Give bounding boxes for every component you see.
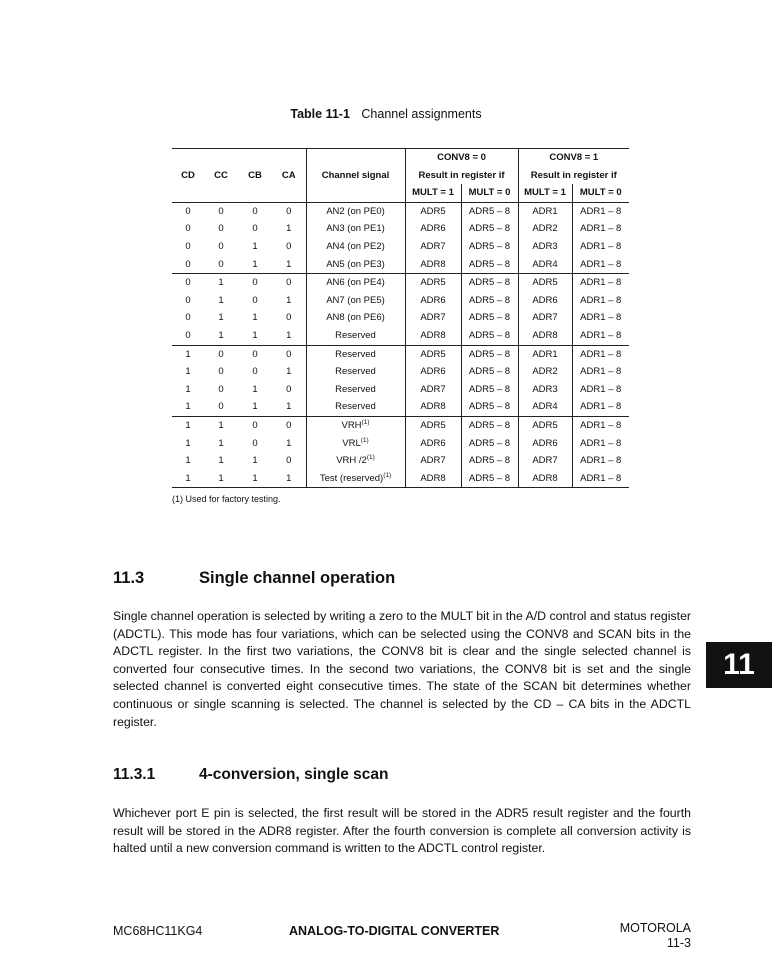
result-conv8-0-mult-0-cell: ADR5 – 8	[461, 274, 518, 292]
channel-signal-cell	[306, 327, 405, 345]
channel-signal-cell	[306, 256, 405, 274]
header-row-mult	[172, 184, 629, 202]
channel-signal-text: AN6 (on PE4)	[326, 277, 385, 289]
cd-cell: 1	[172, 470, 204, 488]
table-row	[172, 452, 629, 470]
conv8-1-header: CONV8 = 1	[518, 149, 629, 167]
cd-cell: 1	[185, 383, 191, 395]
channel-signal-cell	[306, 363, 405, 381]
cd-cell: 0	[172, 274, 204, 292]
table-title: Channel assignments	[361, 107, 482, 121]
cb-cell: 1	[252, 383, 258, 395]
cd-cell: 1	[185, 437, 191, 449]
ca-cell: 1	[272, 470, 306, 488]
footer-page-number: 11-3	[666, 936, 691, 950]
channel-signal-text: VRL	[342, 437, 361, 449]
result-conv8-0-mult-0-cell: ADR5 – 8	[461, 202, 518, 220]
ca-cell: 0	[272, 416, 306, 434]
cd-cell: 1	[172, 416, 204, 434]
cb-cell: 1	[252, 455, 258, 467]
channel-signal-cell	[306, 220, 405, 238]
result-conv8-1-mult-1-cell: ADR6	[518, 435, 572, 453]
cd-cell: 1	[172, 345, 204, 363]
cb-cell: 1	[252, 258, 258, 270]
result-conv8-1-mult-0-cell: ADR1 – 8	[572, 220, 629, 238]
result-conv8-1-mult-1-cell: ADR5	[518, 416, 572, 434]
cd-cell: 0	[185, 294, 191, 306]
result-conv8-1-mult-0-cell: ADR1 – 8	[572, 327, 629, 345]
result-conv8-1-mult-1-cell: ADR1	[518, 202, 572, 220]
cc-cell: 1	[204, 274, 238, 292]
ca-cell: 1	[286, 437, 292, 449]
cc-cell: 0	[204, 202, 238, 220]
cc-cell: 0	[218, 366, 224, 378]
footer-brand: MOTOROLA	[619, 921, 691, 935]
cb-header: CB	[248, 169, 262, 181]
result-conv8-1-mult-0-cell: ADR1 – 8	[572, 435, 629, 453]
ca-cell: 1	[286, 329, 292, 341]
ca-cell: 0	[272, 202, 306, 220]
ca-cell: 1	[286, 294, 292, 306]
result-conv8-1-mult-1-cell: ADR5	[518, 274, 572, 292]
result-conv8-1-mult-0-cell: ADR1 – 8	[572, 274, 629, 292]
cc-cell: 1	[218, 455, 224, 467]
channel-signal-text: VRH	[341, 419, 362, 431]
cd-cell: 0	[185, 223, 191, 235]
channel-signal-text: VRH /2	[336, 455, 367, 467]
footer-part-number: MC68HC11KG4	[113, 924, 203, 938]
channel-signal-cell	[306, 292, 405, 310]
channel-signal-cell	[306, 345, 405, 363]
ca-cell: 0	[286, 240, 292, 252]
channel-signal-text: Reserved	[335, 366, 376, 378]
result-conv8-0-mult-1-cell: ADR8	[405, 327, 461, 345]
channel-signal-text: AN8 (on PE6)	[326, 312, 385, 324]
result-conv8-1-mult-0-cell: ADR1 – 8	[572, 398, 629, 416]
cc-cell: 1	[218, 329, 224, 341]
ca-cell: 1	[286, 258, 292, 270]
result-conv8-1-mult-1-cell: ADR7	[518, 452, 572, 470]
cb-cell: 1	[238, 470, 272, 488]
ca-cell: 1	[286, 223, 292, 235]
subsection-paragraph: Whichever port E pin is selected, the first result will be stored in the ADR5 result register and the fourth result will be stored in the ADR8 register. After the fourth conversion is complete all conversion activity is halted until a new conversion command is written to the ADCTL control register.	[113, 806, 691, 856]
cd-cell: 0	[185, 240, 191, 252]
subsection-title: 4-conversion, single scan	[199, 766, 389, 783]
channel-signal-cell	[306, 309, 405, 327]
cb-cell: 0	[238, 274, 272, 292]
result-conv8-0-mult-0-cell: ADR5 – 8	[461, 363, 518, 381]
cc-cell: 0	[218, 383, 224, 395]
channel-signal-cell	[306, 470, 405, 488]
ca-cell: 0	[286, 383, 292, 395]
cc-cell: 0	[218, 240, 224, 252]
ca-cell: 0	[272, 274, 306, 292]
table-row	[172, 309, 629, 327]
result-header-conv8-1: Result in register if	[518, 167, 629, 185]
result-conv8-1-mult-1-cell: ADR3	[518, 238, 572, 256]
section-number: 11.3	[113, 569, 145, 587]
table-row	[172, 470, 629, 488]
cc-cell: 0	[218, 401, 224, 413]
table-row	[172, 327, 629, 345]
channel-signal-header: Channel signal	[306, 167, 405, 185]
result-conv8-1-mult-0-cell: ADR1 – 8	[572, 470, 629, 488]
section-paragraph: Single channel operation is selected by writing a zero to the MULT bit in the A/D control and status register (ADCTL). This mode has four variations, which can be selected using the CONV8 and SCAN bits in the ADCTL register. In the first two variations, the CONV8 bit is clear and the single selected channel is converted four consecutive times. In the second two variations, the CONV8 bit is set and the single selected channel is converted eight consecutive times. The state of the SCAN bit determines whether continuous or single scanning is selected. The channel is selected by the CD – CA bits in the ADCTL register.	[113, 609, 691, 729]
ca-cell: 0	[286, 455, 292, 467]
table-row	[172, 398, 629, 416]
table-footnote: (1) Used for factory testing.	[172, 494, 281, 504]
table-row	[172, 435, 629, 453]
cc-cell: 0	[204, 345, 238, 363]
channel-signal-cell	[306, 381, 405, 399]
channel-signal-text: Reserved	[335, 401, 376, 413]
channel-signal-text: Test (reserved)	[319, 472, 384, 484]
channel-signal-cell	[306, 274, 405, 292]
cb-cell: 0	[252, 366, 258, 378]
result-conv8-1-mult-1-cell: ADR1	[518, 345, 572, 363]
cd-cell: 1	[185, 455, 191, 467]
table-row	[172, 381, 629, 399]
footnote-marker: (1)	[360, 436, 369, 444]
cb-cell: 0	[238, 416, 272, 434]
ca-cell: 1	[286, 401, 292, 413]
result-conv8-1-mult-1-cell: ADR3	[518, 381, 572, 399]
footer-brand-page	[620, 921, 691, 951]
cb-cell: 0	[238, 202, 272, 220]
mult0-header-b: MULT = 0	[572, 184, 629, 202]
result-conv8-0-mult-0-cell: ADR5 – 8	[461, 220, 518, 238]
cb-cell: 0	[252, 437, 258, 449]
mult1-header-b: MULT = 1	[518, 184, 572, 202]
table-row	[172, 238, 629, 256]
channel-assignments-table	[172, 148, 629, 488]
cb-cell: 0	[238, 345, 272, 363]
result-conv8-1-mult-1-cell: ADR8	[518, 470, 572, 488]
subsection-number: 11.3.1	[113, 766, 156, 783]
channel-signal-text: AN3 (on PE1)	[326, 223, 385, 235]
channel-signal-text: Reserved	[335, 329, 376, 341]
cc-header: CC	[214, 169, 228, 181]
result-conv8-1-mult-0-cell: ADR1 – 8	[572, 452, 629, 470]
footer-chapter-name: ANALOG-TO-DIGITAL CONVERTER	[289, 924, 500, 938]
channel-signal-text: Reserved	[335, 383, 376, 395]
result-conv8-0-mult-0-cell: ADR5 – 8	[461, 256, 518, 274]
cc-cell: 1	[218, 437, 224, 449]
channel-signal-text: AN4 (on PE2)	[326, 240, 385, 252]
ca-cell: 0	[286, 312, 292, 324]
result-conv8-0-mult-0-cell: ADR5 – 8	[461, 238, 518, 256]
result-conv8-1-mult-1-cell: ADR8	[518, 327, 572, 345]
result-conv8-0-mult-0-cell: ADR5 – 8	[461, 398, 518, 416]
result-conv8-1-mult-0-cell: ADR1 – 8	[572, 416, 629, 434]
cd-cell: 0	[185, 329, 191, 341]
cd-header: CD	[181, 169, 195, 181]
channel-signal-cell	[306, 202, 405, 220]
result-conv8-0-mult-0-cell: ADR5 – 8	[461, 309, 518, 327]
cb-cell: 1	[252, 240, 258, 252]
channel-signal-text: AN2 (on PE0)	[326, 205, 385, 217]
result-conv8-1-mult-0-cell: ADR1 – 8	[572, 202, 629, 220]
result-conv8-0-mult-1-cell: ADR8	[405, 256, 461, 274]
chapter-tab: 11	[706, 642, 772, 688]
cd-cell: 0	[172, 202, 204, 220]
mult0-header-a: MULT = 0	[461, 184, 518, 202]
footnote-marker: (1)	[361, 418, 370, 426]
result-conv8-0-mult-1-cell: ADR5	[405, 345, 461, 363]
cd-cell: 1	[185, 401, 191, 413]
channel-signal-cell	[306, 238, 405, 256]
ca-header: CA	[281, 169, 296, 181]
result-conv8-0-mult-1-cell: ADR5	[405, 202, 461, 220]
conv8-0-header: CONV8 = 0	[405, 149, 518, 167]
cc-cell: 1	[218, 312, 224, 324]
cc-cell: 1	[218, 294, 224, 306]
cd-cell: 0	[185, 312, 191, 324]
result-conv8-0-mult-0-cell: ADR5 – 8	[461, 416, 518, 434]
result-conv8-0-mult-1-cell: ADR7	[405, 238, 461, 256]
cc-cell: 1	[204, 470, 238, 488]
result-conv8-1-mult-0-cell: ADR1 – 8	[572, 363, 629, 381]
result-conv8-0-mult-0-cell: ADR5 – 8	[461, 381, 518, 399]
result-conv8-0-mult-0-cell: ADR5 – 8	[461, 435, 518, 453]
ca-cell: 1	[286, 366, 292, 378]
channel-signal-cell	[306, 398, 405, 416]
result-conv8-0-mult-1-cell: ADR8	[405, 470, 461, 488]
result-conv8-0-mult-1-cell: ADR5	[405, 416, 461, 434]
footnote-marker: (1)	[383, 471, 392, 479]
result-conv8-0-mult-1-cell: ADR6	[405, 363, 461, 381]
result-conv8-0-mult-1-cell: ADR7	[405, 381, 461, 399]
channel-signal-cell	[306, 416, 405, 434]
result-conv8-1-mult-0-cell: ADR1 – 8	[572, 256, 629, 274]
result-conv8-1-mult-0-cell: ADR1 – 8	[572, 381, 629, 399]
result-conv8-0-mult-1-cell: ADR8	[405, 398, 461, 416]
table-row	[172, 256, 629, 274]
table-row	[172, 220, 629, 238]
result-conv8-1-mult-1-cell: ADR2	[518, 220, 572, 238]
result-conv8-0-mult-1-cell: ADR6	[405, 292, 461, 310]
channel-signal-text: Reserved	[335, 348, 376, 360]
table-caption	[0, 107, 772, 121]
cb-cell: 0	[252, 223, 258, 235]
result-conv8-1-mult-1-cell: ADR2	[518, 363, 572, 381]
table-row	[172, 292, 629, 310]
result-conv8-0-mult-0-cell: ADR5 – 8	[461, 452, 518, 470]
section-title: Single channel operation	[199, 569, 396, 587]
result-conv8-1-mult-1-cell: ADR4	[518, 256, 572, 274]
cb-cell: 1	[252, 312, 258, 324]
footnote-marker: (1)	[366, 453, 375, 461]
result-conv8-1-mult-0-cell: ADR1 – 8	[572, 309, 629, 327]
result-conv8-0-mult-1-cell: ADR6	[405, 220, 461, 238]
cb-cell: 1	[252, 329, 258, 341]
result-conv8-1-mult-1-cell: ADR7	[518, 309, 572, 327]
header-row-conv8	[172, 149, 629, 167]
table-row	[172, 345, 629, 363]
channel-signal-cell	[306, 452, 405, 470]
result-conv8-0-mult-1-cell: ADR7	[405, 452, 461, 470]
table-row	[172, 416, 629, 434]
result-header-conv8-0: Result in register if	[405, 167, 518, 185]
result-conv8-0-mult-1-cell: ADR5	[405, 274, 461, 292]
cd-cell: 0	[185, 258, 191, 270]
cb-cell: 1	[252, 401, 258, 413]
table-number: Table 11-1	[290, 107, 350, 121]
result-conv8-1-mult-0-cell: ADR1 – 8	[572, 345, 629, 363]
result-conv8-0-mult-0-cell: ADR5 – 8	[461, 345, 518, 363]
channel-signal-cell	[306, 435, 405, 453]
channel-signal-text: AN7 (on PE5)	[326, 294, 385, 306]
result-conv8-1-mult-1-cell: ADR4	[518, 398, 572, 416]
result-conv8-0-mult-0-cell: ADR5 – 8	[461, 470, 518, 488]
ca-cell: 0	[272, 345, 306, 363]
cb-cell: 0	[252, 294, 258, 306]
result-conv8-1-mult-1-cell: ADR6	[518, 292, 572, 310]
cc-cell: 0	[218, 223, 224, 235]
cc-cell: 0	[218, 258, 224, 270]
result-conv8-0-mult-1-cell: ADR7	[405, 309, 461, 327]
header-row-main	[172, 167, 629, 185]
result-conv8-0-mult-0-cell: ADR5 – 8	[461, 327, 518, 345]
table-row	[172, 274, 629, 292]
result-conv8-1-mult-0-cell: ADR1 – 8	[572, 292, 629, 310]
cd-cell: 1	[185, 366, 191, 378]
table-row	[172, 363, 629, 381]
cc-cell: 1	[204, 416, 238, 434]
table-row	[172, 202, 629, 220]
mult1-header-a: MULT = 1	[405, 184, 461, 202]
channel-signal-text: AN5 (on PE3)	[326, 258, 385, 270]
result-conv8-1-mult-0-cell: ADR1 – 8	[572, 238, 629, 256]
result-conv8-0-mult-1-cell: ADR6	[405, 435, 461, 453]
result-conv8-0-mult-0-cell: ADR5 – 8	[461, 292, 518, 310]
